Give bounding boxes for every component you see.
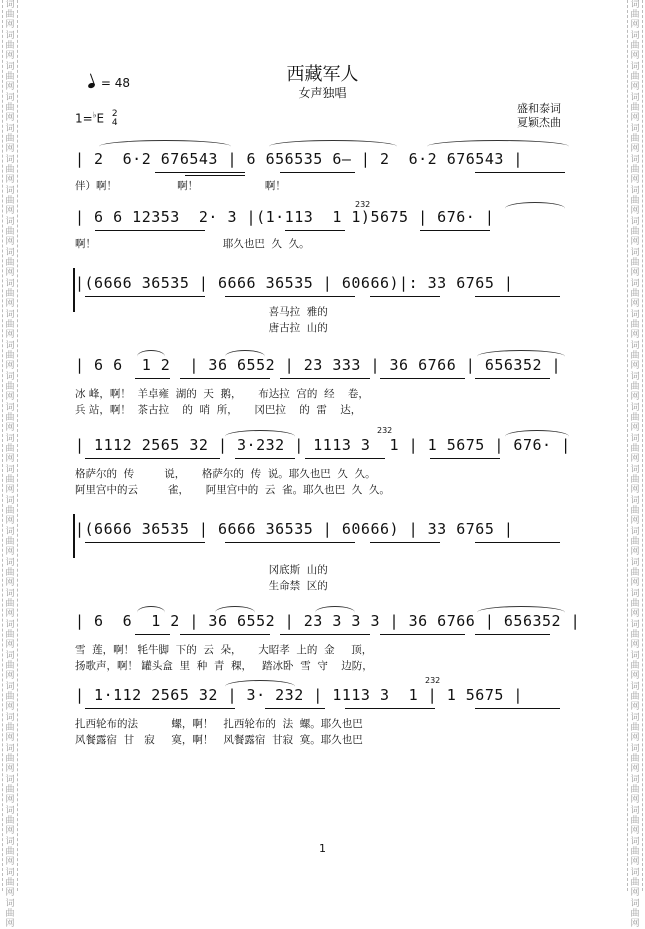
underline <box>225 542 355 543</box>
underline <box>135 634 170 635</box>
underline <box>85 296 205 297</box>
lyrics-line-1: 雪 莲，啊！ 牦牛脚 下的 云 朵， 大昭孝 上的 金 顶， <box>75 644 373 656</box>
lyrics-line-2: 兵 站，啊！ 茶古拉 的 哨 所， 冈巴拉 的 雷 达， <box>75 404 362 416</box>
left-watermark-strip: 词曲网 词曲网 词曲网 词曲网 词曲网 词曲网 词曲网 词曲网 词曲网 词曲网 词曲网 词曲网 词曲网 词曲网 词曲网 词曲网 词曲网 词曲网 词曲网 词曲网 词曲网 词曲网 词曲网 词曲网 词曲网 词曲网 词曲网 词曲网 词曲网 词曲网 <box>2 0 18 891</box>
underline <box>380 634 465 635</box>
underline <box>85 458 220 459</box>
underline <box>225 296 355 297</box>
song-subtitle: 女声独唱 <box>298 86 347 100</box>
key-note: E <box>96 111 105 126</box>
notation-line: | 6 6 1 2 | 36 6552 | 23 333 | 36 6766 | 656352 | <box>75 356 562 374</box>
underline <box>475 708 560 709</box>
underline <box>85 708 235 709</box>
underline <box>475 542 560 543</box>
underline <box>380 378 465 379</box>
grace-notes: 232 <box>377 426 393 435</box>
notation-line: | 2 6·2 676543 | 6 656535 6— | 2 6·2 676543 | <box>75 150 523 168</box>
key-signature <box>75 110 118 128</box>
song-title: 西藏军人 <box>286 64 359 85</box>
notation-line: | 6 6 12353 2· 3 |(1·113 1 1)5675 | 676· | <box>75 208 495 226</box>
lyricist-credit: 盛和泰词 <box>517 102 561 115</box>
underline <box>475 172 565 173</box>
page-number: 1 <box>319 842 326 855</box>
underline <box>280 378 370 379</box>
underline <box>180 634 270 635</box>
grace-notes: 232 <box>355 200 371 209</box>
underline <box>85 542 205 543</box>
lyrics-line-2: 阿里宫中的云 雀， 阿里宫中的 云 雀。耶久也巴 久 久。 <box>75 484 390 496</box>
underline <box>305 458 385 459</box>
underline <box>370 296 440 297</box>
underline <box>180 378 270 379</box>
lyrics-line: 伴）啊！ 啊！ 啊！ <box>75 180 286 192</box>
underline <box>265 708 325 709</box>
key-label: 1= <box>75 111 93 126</box>
underline <box>235 458 295 459</box>
underline <box>280 172 355 173</box>
underline <box>285 230 345 231</box>
underline <box>345 708 435 709</box>
underline <box>135 378 170 379</box>
lyrics-line-1: 格萨尔的 传 说， 格萨尔的 传 说。耶久也巴 久 久。 <box>75 468 376 480</box>
underline <box>475 378 550 379</box>
lyrics-line-1: 扎西轮布的法 螺，啊！ 扎西轮布的 法 螺。耶久也巴 <box>75 718 363 730</box>
right-watermark-strip: 词曲网 词曲网 词曲网 词曲网 词曲网 词曲网 词曲网 词曲网 词曲网 词曲网 词曲网 词曲网 词曲网 词曲网 词曲网 词曲网 词曲网 词曲网 词曲网 词曲网 词曲网 词曲网 词曲网 词曲网 词曲网 词曲网 词曲网 词曲网 词曲网 词曲网 <box>627 0 643 891</box>
quarter-note-icon <box>87 82 95 89</box>
underline <box>370 542 440 543</box>
lyrics-line-1: 冰 峰，啊！ 羊卓雍 湖的 天 鹅， 布达拉 宫的 经 卷， <box>75 388 369 400</box>
underline <box>475 296 560 297</box>
notation-line: | 1112 2565 32 | 3·232 | 1113 3 1 | 1 5675 | 676· | <box>75 436 571 454</box>
time-top: 2 <box>111 109 118 119</box>
notation-line: |(6666 36535 | 6666 36535 | 60666) | 33 6765 | <box>75 520 514 538</box>
lyrics-line: 啊！ 耶久也巴 久 久。 <box>75 238 310 250</box>
notation-line: |(6666 36535 | 6666 36535 | 60666)|: 33 6765 | <box>75 274 514 292</box>
underline <box>420 230 490 231</box>
time-bottom: 4 <box>111 118 118 128</box>
lyrics-line-2: 风餐露宿 甘 寂 寞，啊！ 风餐露宿 甘寂 寞。耶久也巴 <box>75 734 363 746</box>
notation-line: | 1·112 2565 32 | 3· 232 | 1113 3 1 | 1 5675 | <box>75 686 523 704</box>
underline <box>95 230 205 231</box>
slur <box>505 202 565 215</box>
lyrics-line-2: 扬歌声，啊！ 罐头盒 里 种 青 稞， 踏冰卧 雪 守 边防， <box>75 660 373 672</box>
time-signature <box>112 110 118 128</box>
notation-line: | 6 6 1 2 | 36 6552 | 23 3 3 3 | 36 6766 | 656352 | <box>75 612 581 630</box>
tempo-marking <box>88 76 130 90</box>
tempo-value: = 48 <box>100 76 130 90</box>
underline <box>185 175 245 176</box>
lyrics-line-2: 生命禁 区的 <box>75 580 328 592</box>
underline <box>430 458 500 459</box>
composer-credit: 夏颖杰曲 <box>517 116 561 129</box>
lyrics-line-1: 喜马拉 雅的 <box>75 306 328 318</box>
underline <box>280 634 370 635</box>
underline <box>155 172 245 173</box>
grace-notes: 232 <box>425 676 441 685</box>
underline <box>475 634 550 635</box>
lyrics-line-1: 冈底斯 山的 <box>75 564 328 576</box>
key-flat: ♭ <box>92 110 97 120</box>
lyrics-line-2: 唐古拉 山的 <box>75 322 328 334</box>
